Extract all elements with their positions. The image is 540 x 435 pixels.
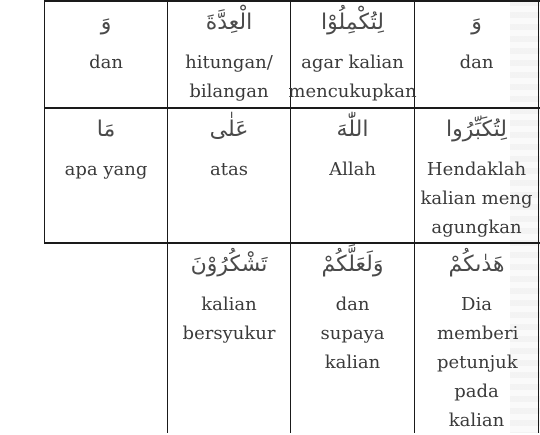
table-cell	[415, 252, 538, 435]
arabic-word: الْعِدَّةَ	[205, 10, 253, 35]
word-meaning: atas	[210, 159, 248, 180]
arabic-word: عَلٰى	[209, 117, 249, 142]
table-cell	[415, 117, 538, 242]
arabic-word: وَلَعَلَّكُمْ	[321, 252, 384, 277]
word-meaning: apa yang	[64, 159, 148, 180]
arabic-word: لِتُكَبِّرُوا	[445, 117, 507, 142]
word-meaning: hitungan/ bilangan	[185, 52, 273, 102]
table-cell	[415, 10, 538, 77]
table-cell	[291, 252, 414, 377]
word-meaning: Hendaklah kalian meng agungkan	[420, 159, 533, 238]
word-meaning: Dia memberi petunjuk pada kalian	[437, 294, 519, 431]
table-rule	[44, 242, 540, 244]
table-rule	[44, 107, 540, 109]
table-cell	[168, 10, 290, 106]
arabic-word: وَ	[471, 10, 482, 35]
word-meaning: dan supaya kalian	[320, 294, 385, 373]
table-cell	[45, 252, 167, 264]
table-cell	[291, 117, 414, 184]
table-cell	[168, 252, 290, 348]
table-cell	[168, 117, 290, 184]
word-meaning: Allah	[329, 159, 376, 180]
table-cell	[45, 10, 167, 77]
word-meaning: agar kalian mencukupkan	[288, 52, 417, 102]
arabic-word: تَشْكُرُوْنَ	[190, 252, 268, 277]
arabic-word: مَا	[96, 117, 116, 142]
arabic-word: وَ	[100, 10, 112, 35]
arabic-word: هَدٰىكُمْ	[448, 252, 505, 277]
table-rule	[538, 0, 539, 433]
table-cell	[45, 117, 167, 184]
word-meaning: kalian bersyukur	[182, 294, 276, 344]
arabic-word: اللّٰهَ	[336, 117, 369, 142]
table-rule	[44, 0, 540, 2]
table-cell	[275, 10, 430, 106]
word-meaning: dan	[459, 52, 494, 73]
word-meaning: dan	[89, 52, 123, 73]
arabic-word: لِتُكْمِلُوْا	[321, 10, 384, 35]
